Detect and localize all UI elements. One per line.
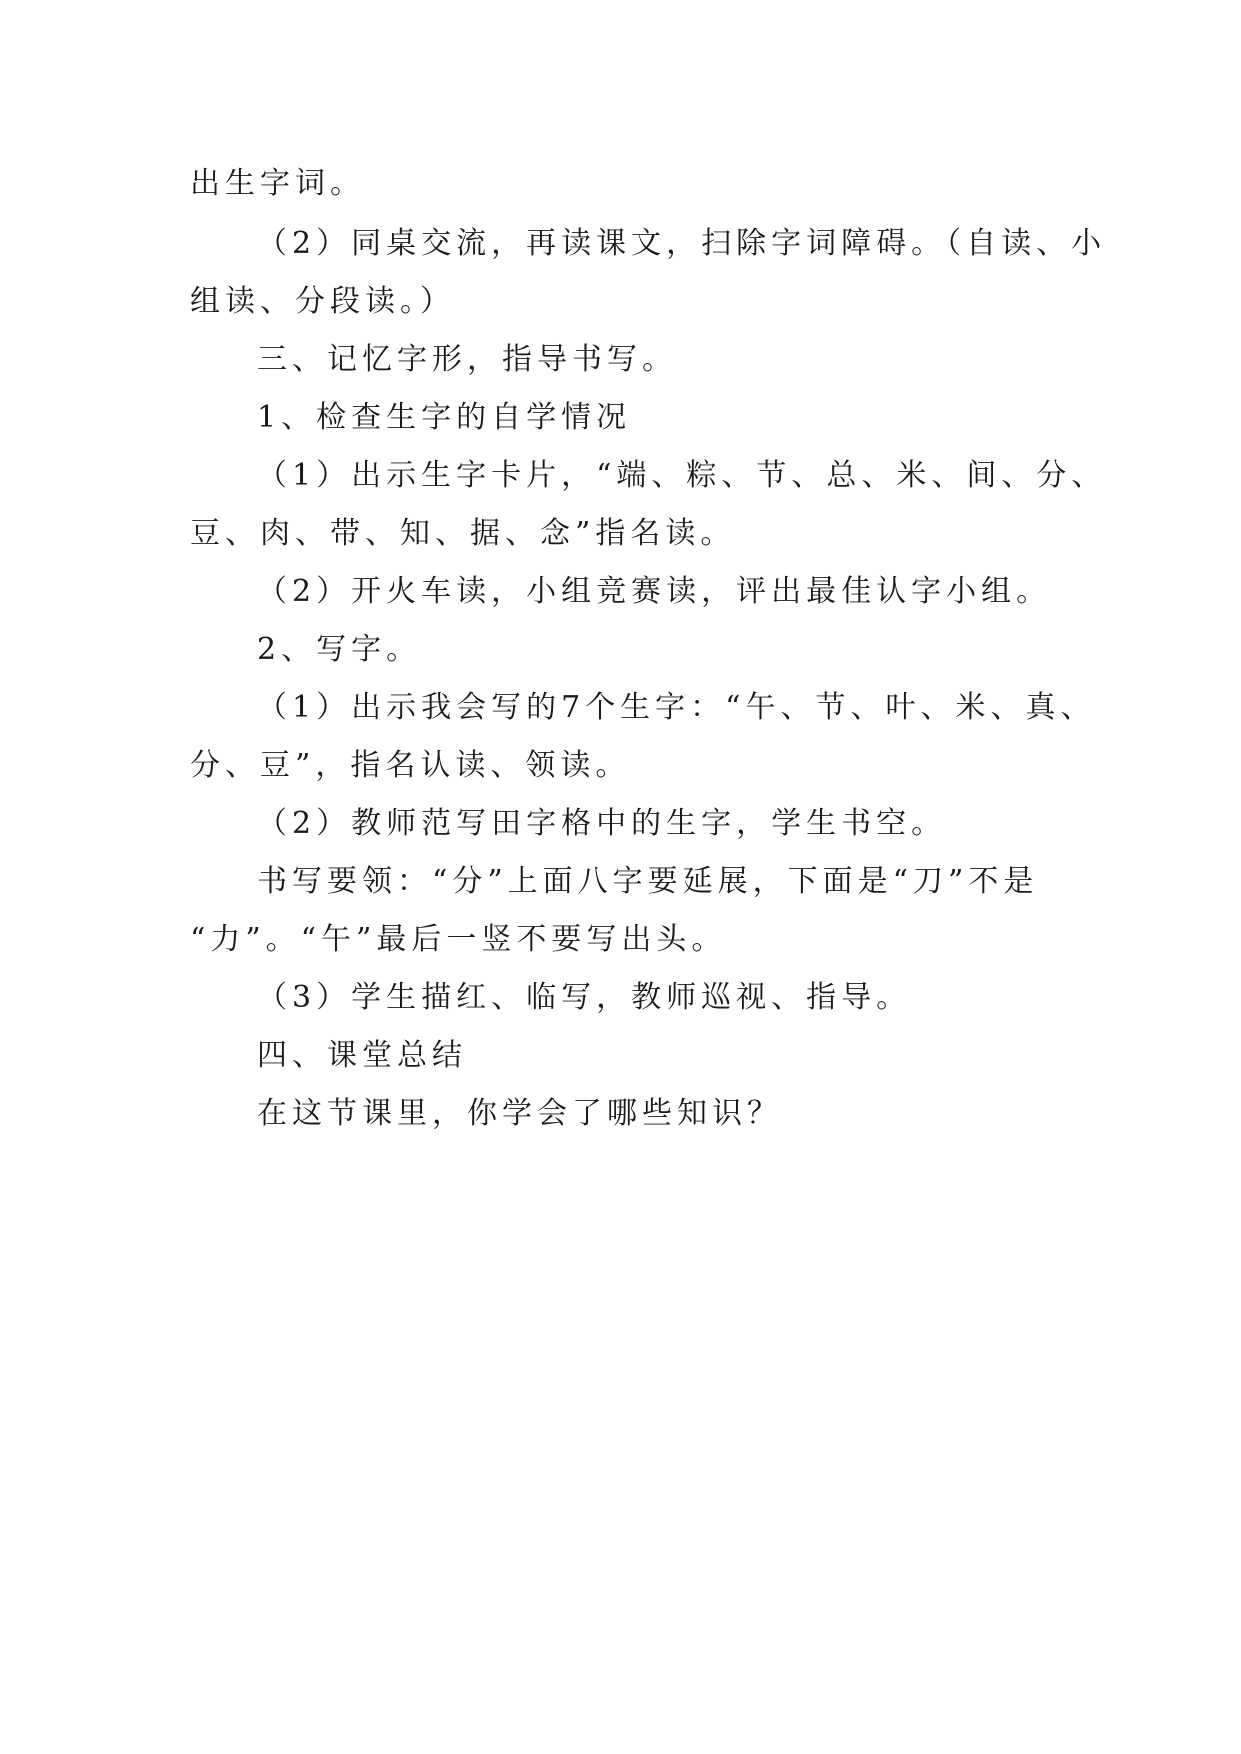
text-line: 豆、肉、带、知、据、念”指名读。 <box>190 516 736 551</box>
text-line: “力”。“午”最后一竖不要写出头。 <box>190 922 727 957</box>
text-line: （1）出示生字卡片，“端、粽、节、总、米、间、分、 <box>257 458 1107 493</box>
text-line: 在这节课里，你学会了哪些知识？ <box>257 1096 782 1131</box>
text-line: 组读、分段读。） <box>190 284 455 319</box>
text-line: （2）同桌交流，再读课文，扫除字词障碍。（自读、小 <box>257 226 1107 261</box>
subsection-heading: 1、检查生字的自学情况 <box>257 400 632 435</box>
text-line: （1）出示我会写的7个生字：“午、节、叶、米、真、 <box>257 690 1096 725</box>
text-line: （3）学生描红、临写，教师巡视、指导。 <box>257 980 912 1015</box>
text-line: 出生字词。 <box>190 166 365 201</box>
section-heading: 四、课堂总结 <box>257 1038 467 1073</box>
text-line: 书写要领：“分”上面八字要延展，下面是“刀”不是 <box>257 864 1039 899</box>
text-line: （2）教师范写田字格中的生字，学生书空。 <box>257 806 947 841</box>
subsection-heading: 2、写字。 <box>257 632 422 667</box>
text-line: 分、豆”，指名认读、领读。 <box>190 748 631 783</box>
section-heading: 三、记忆字形，指导书写。 <box>257 342 677 377</box>
text-line: （2）开火车读，小组竞赛读，评出最佳认字小组。 <box>257 574 1052 609</box>
